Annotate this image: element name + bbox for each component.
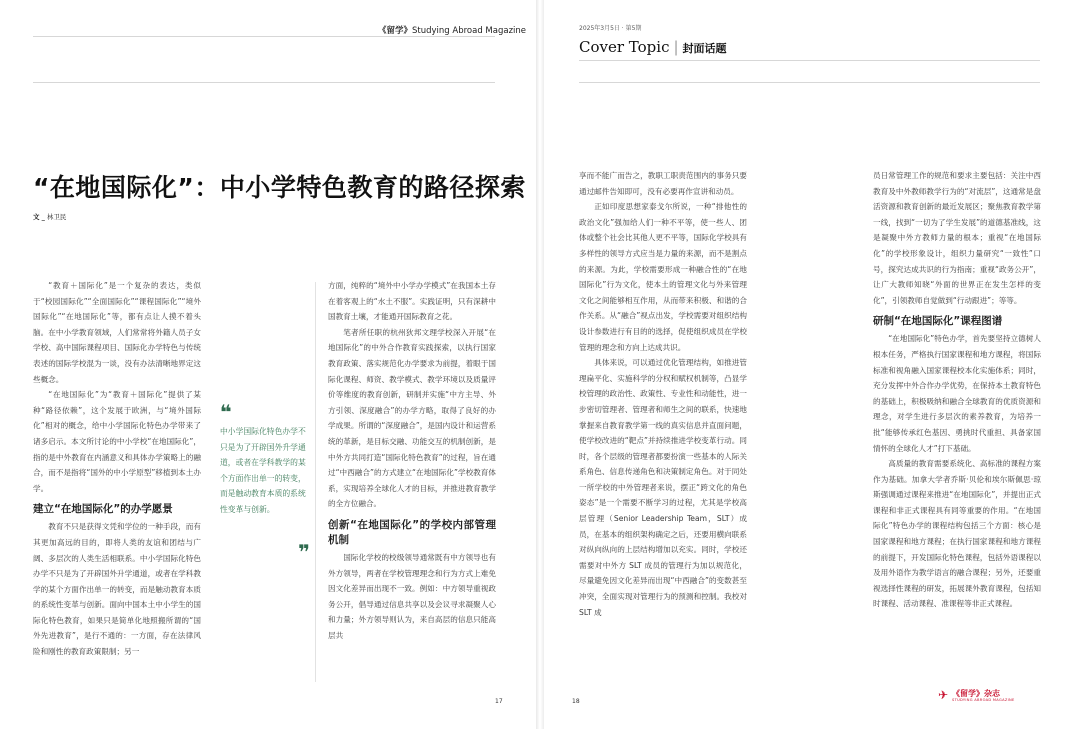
body-paragraph: 高质量的教育需要系统化、高标准的课程方案作为基础。加拿大学者乔斯·贝伦和埃尔斯佩思·琼斯强调通过课程来推进“在地国际化”，并提出正式课程和非正式课程具有同等重要的作用。“在地国际化”特色办学的课程结构包括三个方面：核心是国家课程和地方课程；在执行国家课程和地方课程的前提下，开发国际化特色课程，包括外语课程以及用外语作为教学语言的融合课程；另外，还要重视选择性课程的研发，拓展课外教育课程，包括知时课程、活动课程、准课程等非正式课程。 [873, 459, 1041, 609]
body-column-2 [328, 278, 496, 688]
body-paragraph: “在地国际化”为“教育＋国际化”提供了某种“路径依赖”，这个发展于欧洲，与“境外国际化”相对的概念，给中小学国际化特色办学带来了诸多启示。本文所讨论的中小学校“在地国际化”，指的是中外教育在内涵意义和具体办学策略上的融合，而不是指将“国外的中小学原型”移植到本土办学。 [33, 390, 201, 493]
magazine-logo [938, 688, 1038, 706]
column-divider [315, 282, 316, 682]
section-title-en: Cover Topic [579, 38, 670, 56]
body-column-1 [33, 278, 201, 688]
magazine-logo-text: 《留学》杂志 [952, 689, 1000, 698]
section-title [579, 38, 727, 56]
section-heading: 创新“在地国际化”的学校内部管理机制 [328, 518, 496, 546]
issue-date: 2025年3月5日 · 第5期 [579, 25, 642, 32]
quote-close-icon: ❞ [298, 540, 310, 564]
page-number-right: 18 [572, 698, 580, 705]
body-paragraph: 方面，纯粹的“境外中小学办学模式”在我国本土存在着客观上的“水土不服”。实践证明，只有深耕中国教育土壤，才能通开国际教育之花。 [328, 281, 496, 322]
byline-label: 文 [33, 213, 40, 221]
body-paragraph: 具体来说，可以通过优化管理结构，如推进管理扁平化、实施科学的分权和赋权机制等，凸显学校管理的政治性、政策性、专业性和动能性，进一步密切管理者、管理者和师生之间的联系，快速地掌握来自教育教学第一线的真实信息并直面问题，使学校改进的“靶点”并持续推进学校变革行动。同时，各个层级的管理者都要扮演一些基本的人际关系角色、信息传递角色和决策制定角色。对于同处一所学校的中外管理者来说，摆正“跨文化的角色姿态”是一个需要不断学习的过程，尤其是学校高层管理（Senior Leadership Team，SLT）成员，在基本的组织架构确定之后，还要用横向联系对纵向纵向的上层结构增加以充实。同时，学校还需要对中外方 SLT 成员的管理行为加以规范化，尽量避免因文化差异而出现“中西融合”的变数甚至冲突，全面实现对管理行为的预测和控制。我校对 SLT 成 [579, 358, 747, 617]
body-paragraph: 享而不能广而告之，教职工职责范围内的事务只要通过邮件告知即可，没有必要再作宣讲和动员。 [579, 171, 747, 196]
byline-separator: _ [41, 213, 45, 221]
pull-quote [220, 402, 310, 562]
body-paragraph: 笔者所任职的杭州狄邦文理学校深入开展“在地国际化”的中外合作教育实践探索，以执行国家教育政策、落实规范化办学要求为前提，着眼于国际化课程、师资、教学模式、教学环境以及质量评价等维度的教育创新，研制并实施“中方主导、外方引领、深度融合”的办学方略，取得了良好的办学成果。所谓的“深度融合”，是国内设计和运营系统的革新，是目标交融、功能交互的机制创新，是中外方共同打造“国际化特色教育”的过程，旨在通过“中西融合”的方式建立“在地国际化”学校教育体系，实现培养全球化人才的目标，并推进教育教学的全方位融合。 [328, 327, 496, 509]
section-title-cn: 封面话题 [682, 42, 727, 55]
magazine-logo-subtitle: STUDYING ABROAD MAGAZINE [952, 698, 1015, 702]
section-heading: 研制“在地国际化”课程图谱 [873, 315, 1003, 328]
masthead-icon: 《留学》 [378, 26, 413, 36]
header-rule-lower [579, 82, 1040, 83]
page-number-left: 17 [495, 698, 503, 705]
byline [33, 212, 66, 221]
masthead-text: Studying Abroad Magazine [412, 26, 527, 36]
body-paragraph: “教育＋国际化”是一个复杂的表达，类似于“校园国际化”“全面国际化”“课程国际化”“境外国际化”“在地国际化”等，都有点让人摸不着头脑。在中小学教育领域，人们常常将外籍人员子女学校、高中国际课程项目、国际化办学特色与传统表述的国际学校混为一谈，没有办法清晰地界定这些概念。 [33, 281, 201, 384]
header-rule [33, 36, 495, 37]
page-gutter [536, 0, 544, 729]
section-heading: 建立“在地国际化”的办学愿景 [33, 503, 173, 516]
article-headline: “在地国际化”：中小学特色教育的路径探索 [33, 173, 526, 202]
body-paragraph: 正如印度思想家泰戈尔所说，一种“排他性的政治文化”强加给人们一种不平等，使一些人、团体或整个社会比其他人更不平等，国际化学校具有多样性的领导方式应当是力量的来源，而不是割点的来源。为此，学校需要形成一种融合性的“在地国际化”行为文化，使本土的管理文化与外来管理文化之间能够相互作用，从而带来积极、和谐的合作关系。从“融合”视点出发，学校需要对组织结构设计参数进行有目的的选择，促使组织成员在学校管理的理念和方向上达成共识。 [579, 202, 747, 352]
quote-open-icon: ❝ [220, 400, 232, 424]
body-paragraph: 员日常管理工作的规范和要求主要包括：关注中西教育及中外教师教学行为的“对流层”，这通常是盘活资源和教育创新的最近发展区；聚焦教育教学第一线，找到“一切为了学生发展”的道德基准线，这是凝聚中外方教师力量的根本；重视“在地国际化”的学校形象设计，组织力量研究“一致性”口号，探究达成共识的行为指南；重视“政务公开”，让广大教师知晓“外面的世界正在发生怎样的变化”，引领教师自觉做到“行动跟进”；等等。 [873, 171, 1041, 305]
pull-quote-text: 中小学国际化特色办学不只是为了开辟国外升学通道，或者在学科教学的某个方面作出单一的转变，而是触动教育本质的系统性变革与创新。 [220, 427, 306, 514]
byline-author: 林卫民 [46, 213, 67, 221]
masthead [378, 24, 526, 36]
body-column-4 [873, 168, 1041, 688]
body-column-3 [579, 168, 747, 688]
section-separator: | [673, 38, 679, 56]
header-rule-lower [33, 82, 495, 83]
body-paragraph: 国际化学校的校级领导通常既有中方领导也有外方领导，两者在学校管理理念和行为方式上难免因文化差异而出现不一致。例如：中方领导重视政务公开，倡导通过信息共享以及会议寻求凝聚人心和力量；外方领导则认为，来自高层的信息只能高层共 [328, 552, 496, 640]
body-paragraph: “在地国际化”特色办学，首先要坚持立德树人根本任务，严格执行国家课程和地方课程，将国际标准和视角融入国家课程校本化实施体系；同时，充分发挥中外合作办学优势，在保持本土教育特色的基础上，积极吸纳和融合全球教育的优质资源和理念，对学生进行多层次的素养教育，为培养一批“能够传承红色基因、勇挑时代重担、具备家国情怀的全球化人才”打下基础。 [873, 334, 1041, 453]
magazine-logo-icon: ✈ [938, 688, 949, 702]
header-rule [579, 60, 1040, 61]
body-paragraph: 教育不只是获得文凭和学位的一种手段，而有其更加高远的目的，即将人类的友谊和团结与广阔、多层次的人类生活相联系。中小学国际化特色办学不只是为了开辟国外升学通道，或者在学科教学的某个方面作出单一的转变，而是触动教育本质的系统性变革与创新。面向中国本土中小学生的国际化特色教育，如果只是简单化地照搬所谓的“国外先进教育”，是行不通的：一方面，存在法律风险和刚性的教育政策限制；另一 [33, 522, 201, 657]
